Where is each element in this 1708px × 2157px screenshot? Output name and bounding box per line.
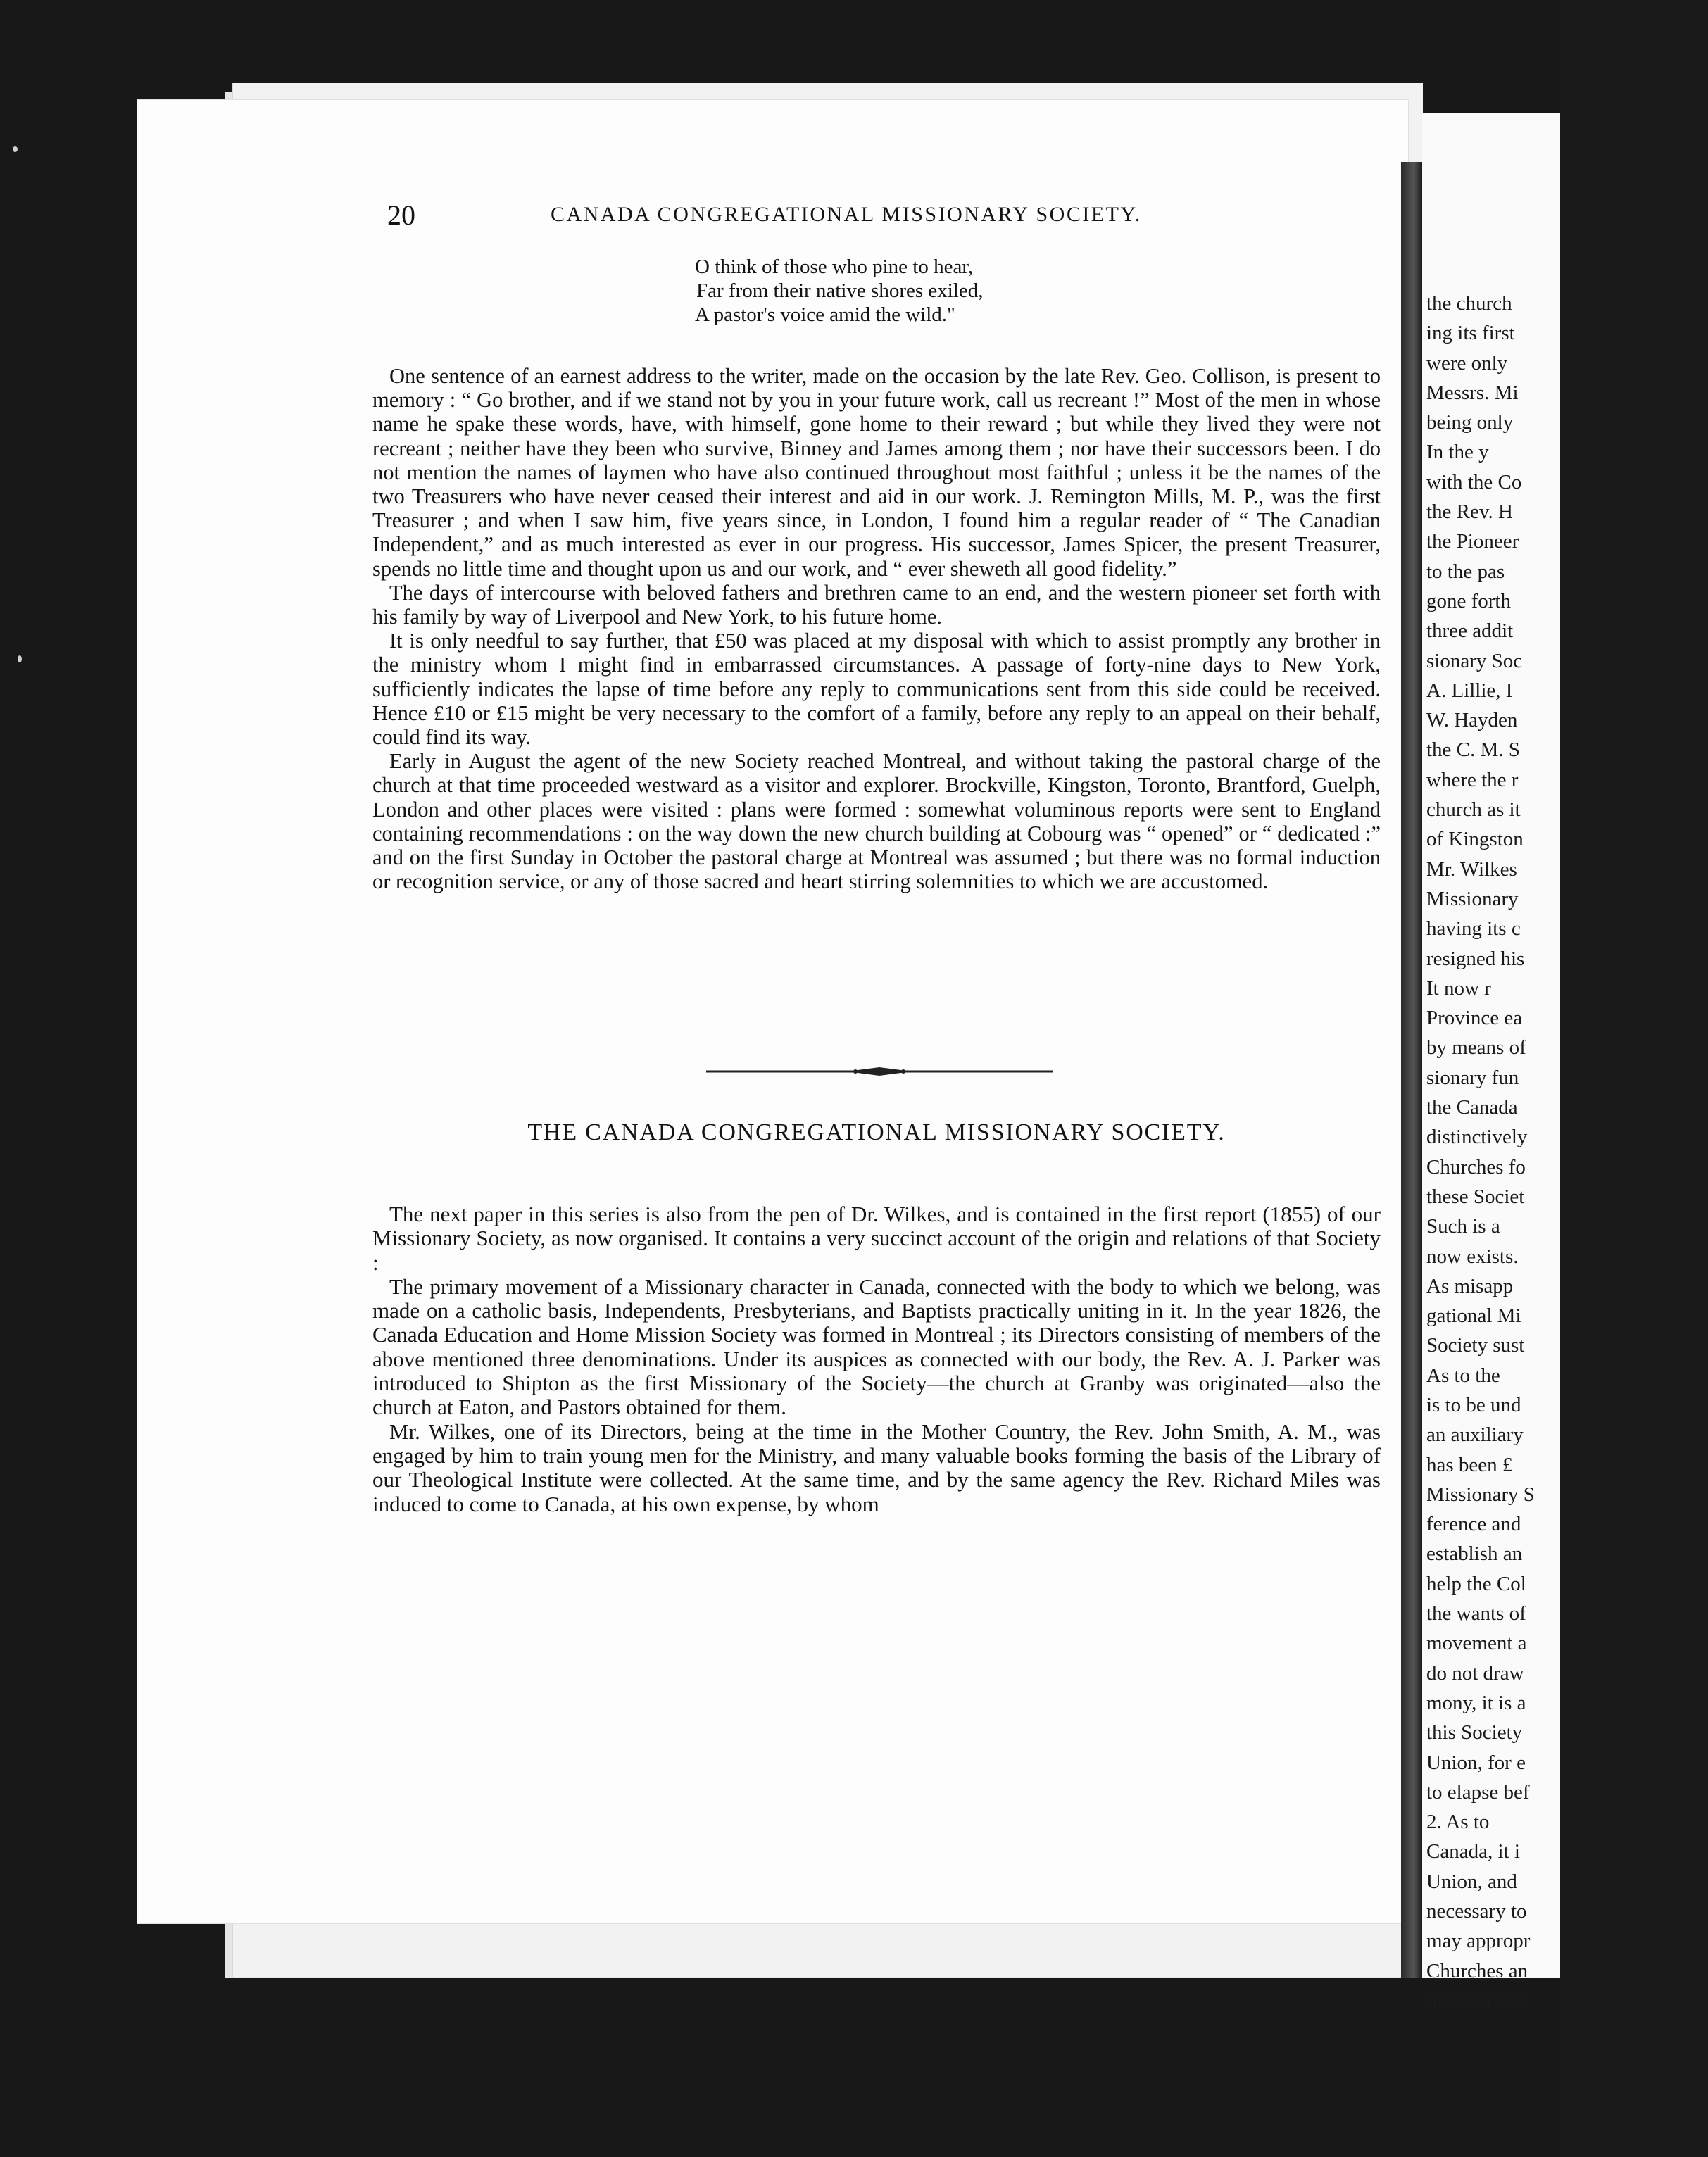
facing-page-line: church as it (1426, 798, 1521, 822)
facing-page-line: Messrs. Mi (1426, 381, 1519, 404)
facing-page-line: is to be und (1426, 1393, 1521, 1416)
facing-page-line: do not draw (1426, 1661, 1524, 1685)
facing-page-line: with the Co (1426, 470, 1522, 493)
paragraph: The next paper in this series is also from the pen of Dr. Wilkes, and is contained in the first report (1855) of our Missionary Society, as now organised. It contains a very succinct account of the origin and relations of that Society : (372, 1202, 1381, 1275)
section-2-body (372, 1202, 1381, 1516)
facing-page-line: As to the (1426, 1364, 1500, 1387)
facing-page-line: 2. As to (1426, 1811, 1490, 1834)
facing-page-line: these Societ (1426, 1185, 1525, 1208)
facing-page-line: Society sust (1426, 1334, 1525, 1357)
facing-page-line: gational Mi (1426, 1304, 1521, 1328)
facing-page-line: the Pioneer (1426, 530, 1519, 553)
facing-page-line: ing its first (1426, 322, 1515, 345)
facing-page-line: gone forth (1426, 589, 1511, 612)
facing-page-line: sionary Soc (1426, 649, 1523, 672)
poem-line: O think of those who pine to hear, (695, 256, 974, 278)
facing-page-line: Province ea (1426, 1007, 1523, 1030)
facing-page-line: Missionary (1426, 887, 1519, 910)
facing-page-line: an auxiliary (1426, 1423, 1524, 1447)
facing-page-text (1426, 289, 1708, 2015)
facing-page-line: having its c (1426, 917, 1521, 941)
facing-page-line: has been £ (1426, 1453, 1513, 1476)
facing-page-line: establish an (1426, 1542, 1523, 1566)
facing-page-line: ference and (1426, 1513, 1521, 1536)
facing-page-line: help the Col (1426, 1572, 1526, 1595)
paragraph: The days of intercourse with beloved fathers and brethren came to an end, and the western pioneer set forth with his family by way of Liverpool and New York, to his future home. (372, 580, 1381, 629)
poem-excerpt (695, 255, 984, 327)
facing-page-line: Such is a (1426, 1215, 1500, 1238)
facing-page-line: Missionary S (1426, 1483, 1535, 1506)
facing-page-line: to elapse bef (1426, 1780, 1530, 1804)
section-heading: THE CANADA CONGREGATIONAL MISSIONARY SOCIETY. (527, 1119, 1226, 1145)
facing-page-line: Canada, it i (1426, 1840, 1520, 1863)
facing-page-line: A. Lillie, I (1426, 679, 1513, 702)
facing-page-line: three addit (1426, 620, 1514, 643)
facing-page-line: the Rev. H (1426, 501, 1513, 524)
facing-page-line: Mr. Wilkes (1426, 857, 1517, 881)
facing-page-line: It now r (1426, 976, 1491, 1000)
facing-page-line: the wants of (1426, 1602, 1526, 1625)
facing-page-line: Churches an (1426, 1959, 1528, 1982)
facing-page-line: distinctively (1426, 1126, 1528, 1149)
facing-page-line: movement a (1426, 1632, 1527, 1655)
facing-page-line: necessary to (1426, 1900, 1527, 1923)
facing-page-line: the church (1426, 292, 1512, 315)
page-number: 20 (387, 199, 415, 231)
paragraph: Early in August the agent of the new Society reached Montreal, and without taking the pastoral charge of the church at that time proceeded westward as a visitor and explorer. Brockville, Kingston, Toronto, Brantford, Guelph, London and other places were visited : plans were formed : somewhat voluminous reports were sent to England containing recommendations : on the way down the new church building at Cobourg was “ opened” or “ dedicated :” and on the first Sunday in October the pastoral charge at Montreal was assumed ; but there was no formal induction or recognition service, or any of those sacred and heart stirring solemnities to which we are accustomed. (372, 749, 1381, 894)
facing-page-line: mony, it is a (1426, 1691, 1526, 1714)
paragraph: The primary movement of a Missionary character in Canada, connected with the body to which we belong, was made on a catholic basis, Independents, Presbyterians, and Baptists practically uniting in it. In the year 1826, the Canada Education and Home Mission Society was formed in Montreal ; its Directors consisting of members of the above mentioned three denominations. Under its auspices as connected with our body, the Rev. A. J. Parker was introduced to Shipton as the first Missionary of the Society—the church at Granby was originated—also the church at Eaton, and Pastors obtained for them. (372, 1274, 1381, 1420)
poem-line: A pastor's voice amid the wild." (695, 303, 955, 326)
facing-page-line: of Kingston (1426, 828, 1524, 851)
facing-page-line: this Society (1426, 1721, 1523, 1744)
facing-page (1422, 113, 1560, 2012)
facing-page-line: Union, for e (1426, 1751, 1526, 1774)
section-divider-ornament (706, 1064, 1053, 1078)
facing-page-line: may appropr (1426, 1930, 1531, 1953)
paragraph: It is only needful to say further, that £50 was placed at my disposal with which to assist promptly any brother in the ministry whom I might find in embarrassed circumstances. A passage of forty-nine days to New York, sufficiently indicates the lapse of time before any reply to communications sent from this side could be received. Hence £10 or £15 might be very necessary to the comfort of a family, before any reply to an appeal on their behalf, could find its way. (372, 629, 1381, 750)
facing-page-line: the C. M. S (1426, 738, 1520, 762)
dust-speck (13, 146, 18, 152)
facing-page-line: now exists. (1426, 1245, 1519, 1268)
running-head (387, 199, 1415, 229)
facing-page-line: In the y (1426, 441, 1489, 464)
facing-page-line: were only (1426, 351, 1508, 375)
running-title: CANADA CONGREGATIONAL MISSIONARY SOCIETY. (551, 203, 1142, 226)
facing-page-line: As misapp (1426, 1274, 1514, 1297)
paragraph: Mr. Wilkes, one of its Directors, being at the time in the Mother Country, the Rev. John Smith, A. M., was engaged by him to train young men for the Ministry, and many valuable books forming the basis of the Library of our Theological Institute were collected. At the same time, and by the same agency the Rev. Richard Miles was induced to come to Canada, at his own expense, by whom (372, 1419, 1381, 1516)
facing-page-line: sionary fun (1426, 1066, 1519, 1089)
book-gutter (1401, 162, 1422, 1978)
facing-page-line: where the r (1426, 768, 1519, 791)
paragraph: One sentence of an earnest address to the writer, made on the occasion by the late Rev. Geo. Collison, is present to memory : “ Go brother, and if we stand not by you in your future work, call us recreant !” Most of the men in whose name he spake these words, have, with himself, gone home to their reward ; but while they lived they were not recreant ; neither have they been who survive, Binney and James among them ; nor have their successors been. I do not mention the names of laymen who have also continued throughout most faithful ; unless it be the names of the two Treasurers who have never ceased their interest and aid in our work. J. Remington Mills, M. P., was the first Treasurer ; and when I saw him, five years since, in London, I found him a regular reader of “ The Canadian Independent,” and as much interested as ever in our progress. His successor, James Spicer, the present Treasurer, spends no little time and thought upon us and our work, and “ ever sheweth all good fidelity.” (372, 364, 1381, 581)
poem-line: Far from their native shores exiled, (696, 279, 984, 302)
facing-page-line: being only (1426, 411, 1514, 434)
facing-page-line: resigned his (1426, 947, 1525, 970)
facing-page-line: to the pas (1426, 560, 1505, 583)
facing-page-line: Union, and (1426, 1870, 1517, 1893)
facing-page-line: Churches fo (1426, 1155, 1526, 1178)
facing-page-line: the Canada (1426, 1096, 1518, 1119)
facing-page-line: W. Hayden (1426, 709, 1518, 732)
facing-page-line: by means of (1426, 1036, 1526, 1059)
section-1-body (372, 364, 1381, 893)
dust-speck (18, 655, 22, 662)
facing-page-line: members of (1426, 1989, 1524, 2012)
